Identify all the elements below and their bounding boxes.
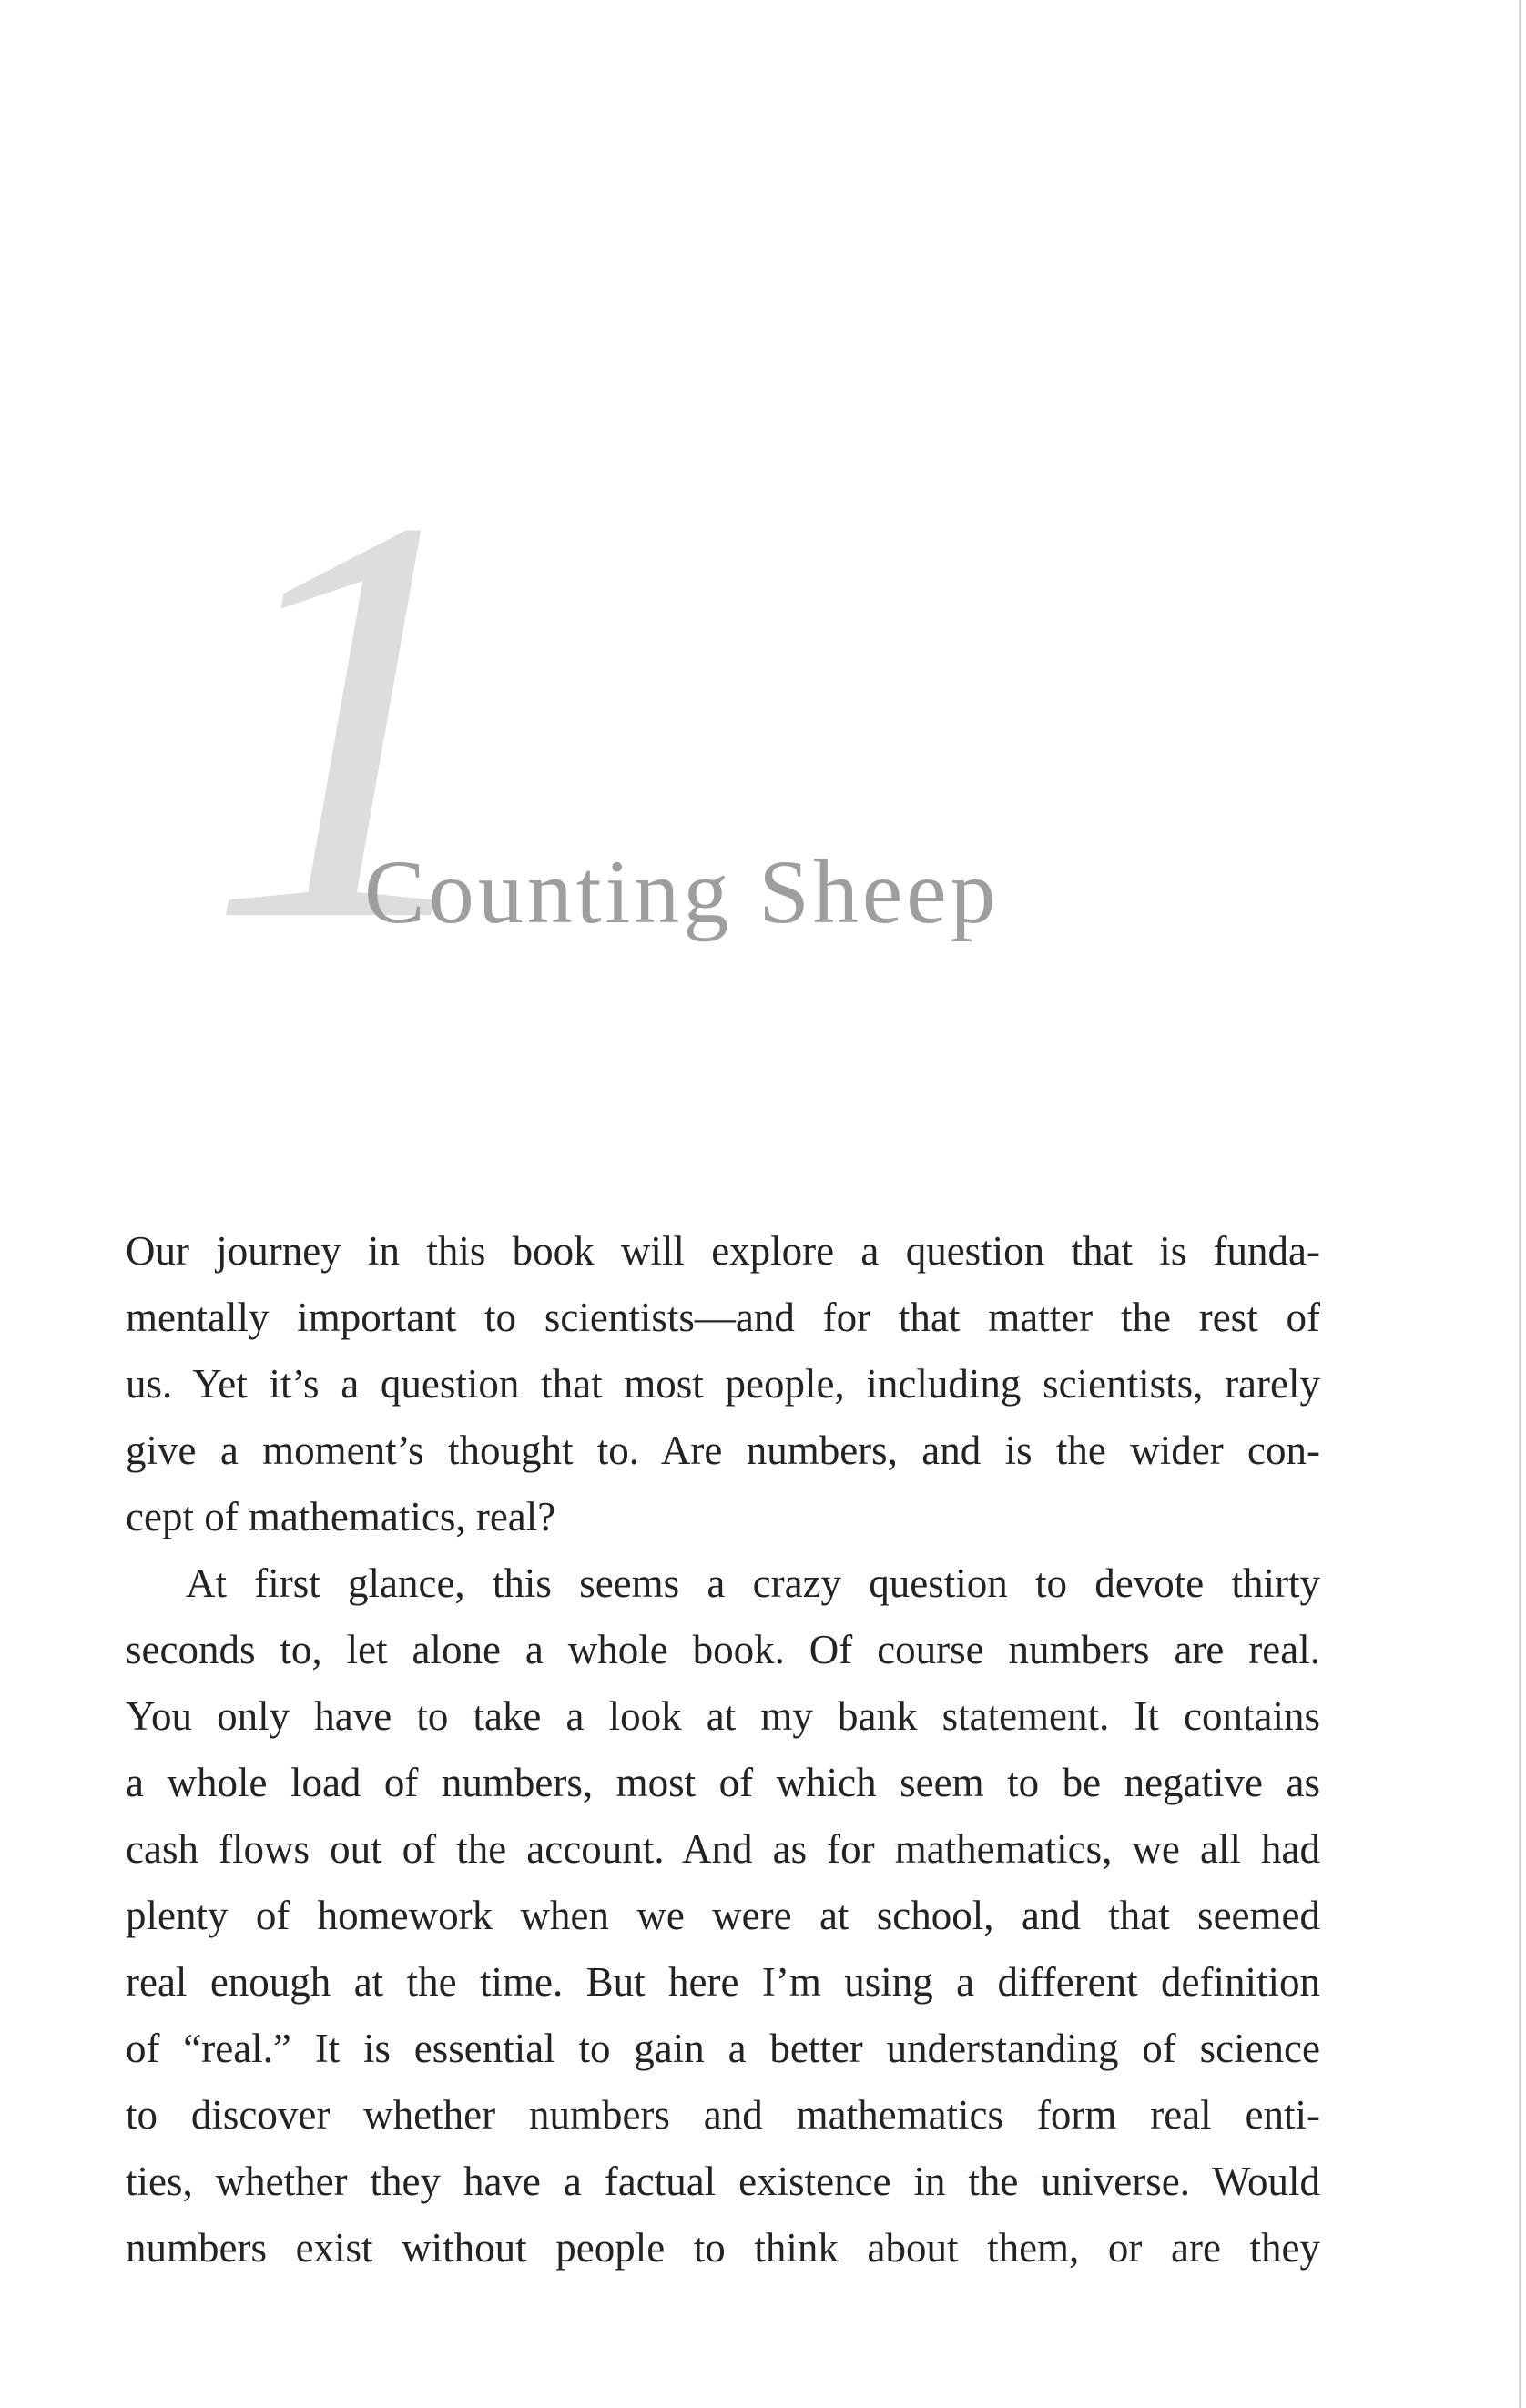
- text-line: numbers exist without people to think about them, or are they: [126, 2225, 1320, 2271]
- text-line: give a moment’s thought to. Are numbers, and is the wider con-: [126, 1428, 1320, 1473]
- text-line: to discover whether numbers and mathematics form real enti-: [126, 2092, 1320, 2138]
- text-line: us. Yet it’s a question that most people, including scientists, rarely: [126, 1361, 1320, 1407]
- text-line: cash flows out of the account. And as for mathematics, we all had: [126, 1826, 1320, 1872]
- text-line: real enough at the time. But here I’m using a different definition: [126, 1959, 1320, 2005]
- body-text: [126, 1218, 1320, 2281]
- text-line: Our journey in this book will explore a question that is funda-: [126, 1228, 1320, 1274]
- text-line: mentally important to scientists—and for that matter the rest of: [126, 1295, 1320, 1340]
- text-line: seconds to, let alone a whole book. Of course numbers are real.: [126, 1627, 1320, 1672]
- text-line: cept of mathematics, real?: [126, 1494, 556, 1539]
- text-line: At first glance, this seems a crazy question to devote thirty: [186, 1560, 1320, 1606]
- text-line: ties, whether they have a factual existence in the universe. Would: [126, 2159, 1320, 2204]
- chapter-title: Counting Sheep: [364, 841, 1000, 942]
- text-line: of “real.” It is essential to gain a better understanding of science: [126, 2026, 1320, 2071]
- text-line: a whole load of numbers, most of which seem to be negative as: [126, 1760, 1320, 1805]
- text-line: You only have to take a look at my bank statement. It contains: [126, 1693, 1320, 1739]
- page-edge-line: [1519, 0, 1521, 2408]
- chapter-number: 1: [205, 397, 496, 1041]
- text-line: plenty of homework when we were at school, and that seemed: [126, 1893, 1320, 1938]
